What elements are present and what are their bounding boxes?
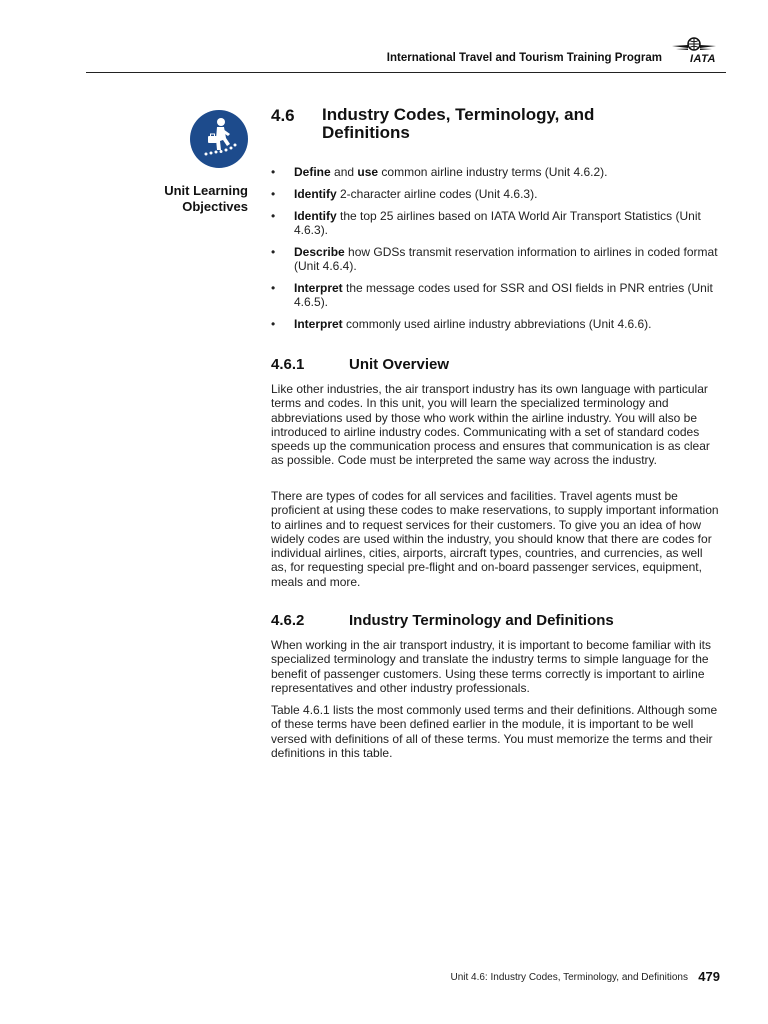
overview-paragraph-1: Like other industries, the air transport industry has its own language with particular terms and codes. In this unit, you will learn the specialized terminology and abbreviations used by those who work within the airline industry. You will also be introduced to airline industry codes. Communicating with a set of standard codes speeds up the communication process and ensures that communication is as clear as possible. Code must be interpreted the same way across the industry. <box>271 382 710 468</box>
list-item <box>271 187 721 201</box>
objective-text: the top 25 airlines based on IATA World Air Transport Statistics (Unit 4.6.3). <box>294 208 701 237</box>
list-item <box>271 209 721 238</box>
list-item <box>271 245 721 274</box>
objective-verb: Identify <box>294 186 337 201</box>
footer-unit-title: Unit 4.6: Industry Codes, Terminology, and Definitions <box>450 972 688 983</box>
person-climbing-steps-icon <box>190 110 248 168</box>
header-title: International Travel and Tourism Training Program <box>386 52 662 64</box>
objective-verb: Identify <box>294 208 337 223</box>
objective-text: and <box>330 165 358 179</box>
objective-verb: use <box>357 165 379 179</box>
overview-number: 4.6.1 <box>271 356 305 373</box>
bullet: • <box>271 208 276 223</box>
terminology-paragraph-1: When working in the air transport industry, it is important to become familiar with its specialized terminology and translate the industry terms to simple language for the benefit of passenger customers. Using these terms correctly is important to airline representatives and other industry professionals. <box>271 638 711 695</box>
page-number: 479 <box>698 969 720 984</box>
objective-verb: Define <box>294 165 331 179</box>
overview-paragraph-2: There are types of codes for all services and facilities. Travel agents must be proficient at using these codes to make reservations, to supply important information to airlines and to request services for their customers. To give you an idea of how widely codes are used within the industry, you should know that there are codes for individual airlines, cities, airports, aircraft types, countries, and currencies, as well as, for requesting special pre-flight and on-board passenger services, equipment, meals and more. <box>271 489 719 589</box>
page-header <box>86 36 726 73</box>
unit-learning-objectives-label: Unit Learning Objectives <box>164 183 248 214</box>
bullet: • <box>271 186 276 201</box>
learning-objectives-badge <box>190 110 248 168</box>
overview-title: Unit Overview <box>349 356 450 373</box>
terminology-title: Industry Terminology and Definitions <box>349 612 614 629</box>
list-item <box>271 165 721 179</box>
objective-text: common airline industry terms (Unit 4.6.2). <box>378 165 608 179</box>
section-number: 4.6 <box>271 106 295 125</box>
bullet: • <box>271 280 276 295</box>
objective-text: 2-character airline codes (Unit 4.6.3). <box>336 186 538 201</box>
list-item <box>271 281 721 310</box>
objective-verb: Describe <box>294 244 345 259</box>
terminology-paragraph-2: Table 4.6.1 lists the most commonly used terms and their definitions. Although some of these terms have been defined earlier in the module, it is important to be well versed with definitions of all of these terms. You must memorize the terms and their definitions in this table. <box>271 703 718 760</box>
bullet: • <box>271 244 276 259</box>
section-title: Industry Codes, Terminology, and Definitions <box>322 105 595 142</box>
objective-verb: Interpret <box>294 280 343 295</box>
list-item <box>271 317 721 331</box>
objective-text: how GDSs transmit reservation information to airlines in coded format (Unit 4.6.4). <box>294 244 718 273</box>
objectives-list <box>271 165 721 339</box>
iata-logo-text: IATA <box>689 53 716 65</box>
bullet: • <box>271 165 276 179</box>
objective-text: commonly used airline industry abbreviations (Unit 4.6.6). <box>342 316 652 331</box>
objective-text: the message codes used for SSR and OSI fields in PNR entries (Unit 4.6.5). <box>294 280 713 310</box>
objective-verb: Interpret <box>294 316 343 331</box>
terminology-number: 4.6.2 <box>271 612 305 629</box>
bullet: • <box>271 316 276 331</box>
